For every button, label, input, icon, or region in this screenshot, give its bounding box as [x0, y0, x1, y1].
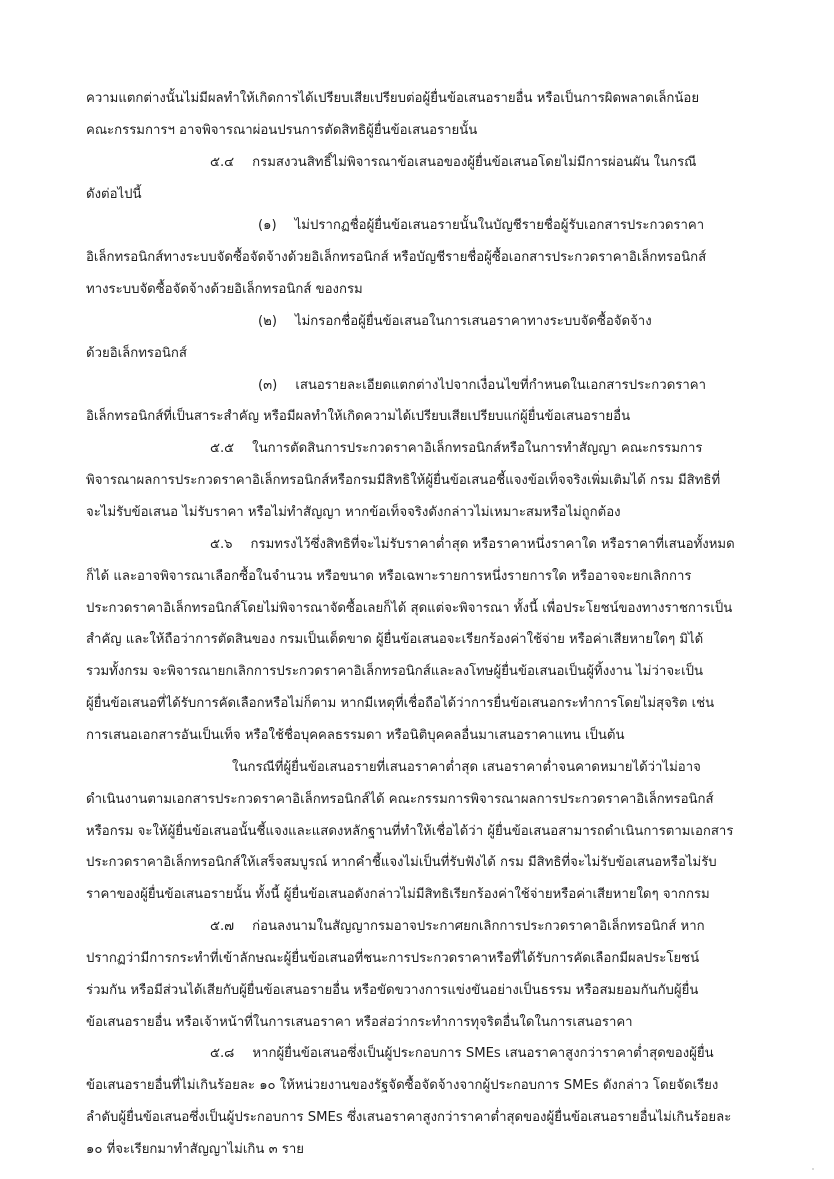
- clause-5-5: [210, 439, 703, 459]
- text-line: รวมทั้งกรม จะพิจารณายกเลิกการประกวดราคาอิเล็กทรอนิกส์และลงโทษผู้ยื่นข้อเสนอเป็นผู้ทิ้งงาน ไม่ว่าจะเป็น: [86, 664, 704, 679]
- clause-5-4: [210, 153, 696, 173]
- text-line: ดังต่อไปนี้: [86, 187, 142, 202]
- clause-number: ๕.๕: [210, 441, 235, 456]
- text-line: ทางระบบจัดซื้อจัดจ้างด้วยอิเล็กทรอนิกส์ ของกรม: [86, 282, 363, 297]
- item-text: ไม่ปรากฏชื่อผู้ยื่นข้อเสนอรายนั้นในบัญชีรายชื่อผู้รับเอกสารประกวดราคา: [294, 218, 705, 233]
- item-number: (๒): [258, 314, 277, 329]
- clause-text: ก่อนลงนามในสัญญากรมอาจประกาศยกเลิกการประกวดราคาอิเล็กทรอนิกส์ หาก: [252, 919, 705, 934]
- item-number: (๓): [258, 378, 278, 393]
- clause-text: หากผู้ยื่นข้อเสนอซึ่งเป็นผู้ประกอบการ SMEs เสนอราคาสูงกว่าราคาต่ำสุดของผู้ยื่น: [252, 1046, 714, 1061]
- text-line: ราคาของผู้ยื่นข้อเสนอรายนั้น ทั้งนี้ ผู้ยื่นข้อเสนอดังกล่าวไม่มีสิทธิเรียกร้องค่าใช้จ่ายหรือค่าเสียหายใดๆ จากกรม: [86, 887, 710, 902]
- text-line: อิเล็กทรอนิกส์ทางระบบจัดซื้อจัดจ้างด้วยอิเล็กทรอนิกส์ หรือบัญชีรายชื่อผู้ซื้อเอกสารประกวดราคาอิเล็กทรอนิกส์: [86, 250, 707, 265]
- text-line: จะไม่รับข้อเสนอ ไม่รับราคา หรือไม่ทำสัญญา หากข้อเท็จจริงดังกล่าวไม่เหมาะสมหรือไม่ถูกต้อง: [86, 505, 621, 520]
- clause-5-8: [210, 1044, 714, 1064]
- item-text: เสนอรายละเอียดแตกต่างไปจากเงื่อนไขที่กำหนดในเอกสารประกวดราคา: [295, 378, 706, 393]
- text-line: การเสนอเอกสารอันเป็นเท็จ หรือใช้ชื่อบุคคลธรรมดา หรือนิติบุคคลอื่นมาเสนอราคาแทน เป็นต้น: [86, 728, 625, 743]
- text-line: พิจารณาผลการประกวดราคาอิเล็กทรอนิกส์หรือกรมมีสิทธิให้ผู้ยื่นข้อเสนอชี้แจงข้อเท็จจริงเพิ่มเติมได้ กรม มีสิทธิที่: [86, 473, 721, 488]
- text-line: ด้วยอิเล็กทรอนิกส์: [86, 346, 187, 361]
- text-line: ประกวดราคาอิเล็กทรอนิกส์ให้เสร็จสมบูรณ์ หากคำชี้แจงไม่เป็นที่รับฟังได้ กรม มีสิทธิที่จะไม่รับข้อเสนอหรือไม่รับ: [86, 855, 717, 870]
- clause-5-6: [210, 535, 735, 555]
- text-line: ข้อเสนอรายอื่น หรือเจ้าหน้าที่ในการเสนอราคา หรือส่อว่ากระทำการทุจริตอื่นใดในการเสนอราคา: [86, 1015, 633, 1030]
- clause-5-7: [210, 917, 705, 937]
- clause-number: ๕.๘: [210, 1046, 235, 1061]
- text-line: ก็ได้ และอาจพิจารณาเลือกซื้อในจำนวน หรือขนาด หรือเฉพาะรายการหนึ่งรายการใด หรืออาจจะยกเลิกการ: [86, 569, 692, 584]
- clause-text: ในการตัดสินการประกวดราคาอิเล็กทรอนิกส์หรือในการทำสัญญา คณะกรรมการ: [252, 441, 703, 456]
- clause-number: ๕.๔: [210, 155, 235, 170]
- text-line: อิเล็กทรอนิกส์ที่เป็นสาระสำคัญ หรือมีผลทำให้เกิดความได้เปรียบเสียเปรียบแก่ผู้ยื่นข้อเสนอรายอื่น: [86, 409, 631, 424]
- sub-item-1: [258, 216, 704, 236]
- text-line: ลำดับผู้ยื่นข้อเสนอซึ่งเป็นผู้ประกอบการ SMEs ซึ่งเสนอราคาสูงกว่าราคาต่ำสุดของผู้ยื่นข้อเสนอรายอื่นไม่เกินร้อยละ: [86, 1110, 732, 1125]
- text-line: ความแตกต่างนั้นไม่มีผลทำให้เกิดการได้เปรียบเสียเปรียบต่อผู้ยื่นข้อเสนอรายอื่น หรือเป็นการผิดพลาดเล็กน้อย: [86, 91, 700, 106]
- text-line: ประกวดราคาอิเล็กทรอนิกส์โดยไม่พิจารณาจัดซื้อเลยก็ได้ สุดแต่จะพิจารณา ทั้งนี้ เพื่อประโยชน์ของทางราชการเป็น: [86, 601, 733, 616]
- text-line: ในกรณีที่ผู้ยื่นข้อเสนอรายที่เสนอราคาต่ำสุด เสนอราคาต่ำจนคาดหมายได้ว่าไม่อาจ: [232, 760, 701, 775]
- item-number: (๑): [258, 218, 277, 233]
- sub-item-2: [258, 312, 652, 332]
- text-line: ดำเนินงานตามเอกสารประกวดราคาอิเล็กทรอนิกส์ได้ คณะกรรมการพิจารณาผลการประกวดราคาอิเล็กทรอนิกส์: [86, 792, 714, 807]
- text-line: ข้อเสนอรายอื่นที่ไม่เกินร้อยละ ๑๐ ให้หน่วยงานของรัฐจัดซื้อจัดจ้างจากผู้ประกอบการ SMEs ดังกล่าว โดยจัดเรียง: [86, 1078, 719, 1093]
- text-line: หรือกรม จะให้ผู้ยื่นข้อเสนอนั้นชี้แจงและแสดงหลักฐานที่ทำให้เชื่อได้ว่า ผู้ยื่นข้อเสนอสามารถดำเนินการตามเอกสาร: [86, 824, 734, 839]
- clause-number: ๕.๖: [210, 537, 233, 552]
- item-text: ไม่กรอกชื่อผู้ยื่นข้อเสนอในการเสนอราคาทางระบบจัดซื้อจัดจ้าง: [294, 314, 652, 329]
- scan-speck: [812, 1168, 814, 1170]
- clause-text: กรมทรงไว้ซึ่งสิทธิที่จะไม่รับราคาต่ำสุด หรือราคาหนึ่งราคาใด หรือราคาที่เสนอทั้งหมด: [250, 537, 735, 552]
- text-line: ปรากฏว่ามีการกระทำที่เข้าลักษณะผู้ยื่นข้อเสนอที่ชนะการประกวดราคาหรือที่ได้รับการคัดเลือกมีผลประโยชน์: [86, 951, 700, 966]
- clause-text: กรมสงวนสิทธิ์ไม่พิจารณาข้อเสนอของผู้ยื่นข้อเสนอโดยไม่มีการผ่อนผัน ในกรณี: [252, 155, 697, 170]
- sub-item-3: [258, 376, 706, 396]
- text-line: ร่วมกัน หรือมีส่วนได้เสียกับผู้ยื่นข้อเสนอรายอื่น หรือขัดขวางการแข่งขันอย่างเป็นธรรม หรือสมยอมกันกับผู้ยื่น: [86, 983, 699, 998]
- text-line: ๑๐ ที่จะเรียกมาทำสัญญาไม่เกิน ๓ ราย: [86, 1142, 304, 1157]
- text-line: สำคัญ และให้ถือว่าการตัดสินของ กรมเป็นเด็ดขาด ผู้ยื่นข้อเสนอจะเรียกร้องค่าใช้จ่าย หรือค่าเสียหายใดๆ มิได้: [86, 632, 704, 647]
- text-line: คณะกรรมการฯ อาจพิจารณาผ่อนปรนการตัดสิทธิผู้ยื่นข้อเสนอรายนั้น: [86, 123, 478, 138]
- text-line: ผู้ยื่นข้อเสนอที่ได้รับการคัดเลือกหรือไม่ก็ตาม หากมีเหตุที่เชื่อถือได้ว่าการยื่นข้อเสนอกระทำการโดยไม่สุจริต เช่น: [86, 696, 715, 711]
- clause-number: ๕.๗: [210, 919, 235, 934]
